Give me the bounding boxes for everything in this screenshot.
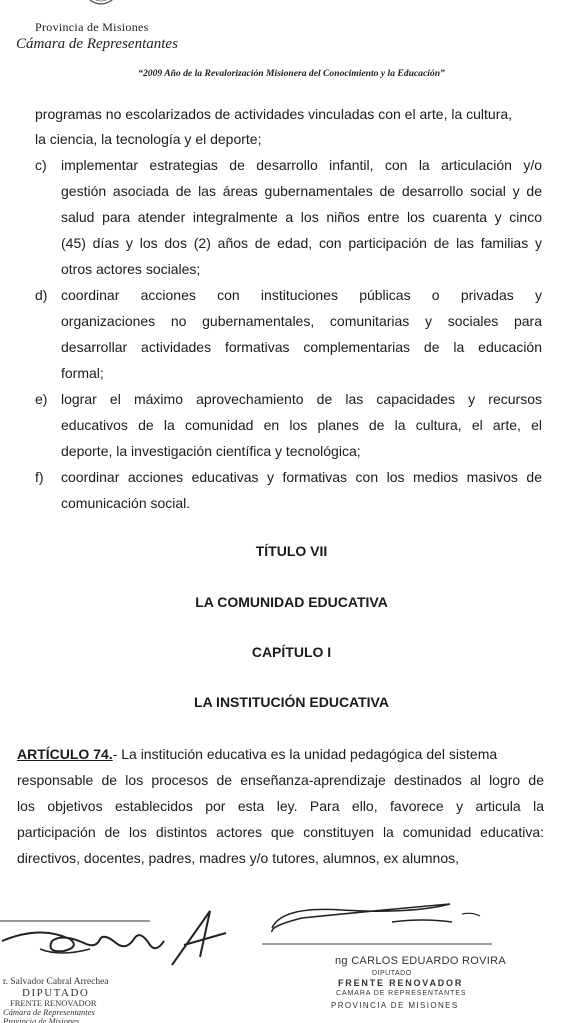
signature-left-province: Provincia de Misiones	[3, 1016, 80, 1023]
item-f-line: comunicación social.	[61, 495, 191, 511]
article-first-line	[17, 746, 546, 762]
item-c-line: gestión asociada de las áreas gubernamentales de desarrollo social y de	[61, 183, 542, 199]
intro-line: la ciencia, la tecnología y el deporte;	[35, 131, 262, 147]
signature-left-name: r. Salvador Cabral Arrechea	[3, 977, 109, 987]
signature-left-party: FRENTE RENOVADOR	[10, 998, 97, 1008]
signature-right-province: PROVINCIA DE MISIONES	[331, 1001, 459, 1010]
article-title: ARTÍCULO 74.	[17, 746, 113, 762]
item-label-f: f)	[35, 469, 44, 485]
signature-right-chamber: CAMARA DE REPRESENTANTES	[336, 990, 467, 997]
item-e-line: educativos de la comunidad en los planes de la cultura, el arte, el	[61, 417, 542, 433]
heading-capitulo: CAPÍTULO I	[251, 644, 332, 660]
intro-line: programas no escolarizados de actividades vinculadas con el arte, la cultura,	[35, 106, 513, 122]
item-d-line: desarrollar actividades formativas complementarias de la educación	[61, 339, 542, 355]
item-label-c: c)	[35, 157, 47, 173]
seal-icon	[76, 0, 126, 10]
chamber-name: Cámara de Representantes	[16, 36, 178, 52]
item-label-d: d)	[35, 287, 48, 303]
item-c-line: otros actores sociales;	[61, 261, 201, 277]
province-name: Provincia de Misiones	[35, 20, 149, 34]
item-e-line: deporte, la investigación científica y tecnológica;	[61, 443, 361, 459]
article-line: directivos, docentes, padres, madres y/o tutores, alumnos, ex alumnos,	[17, 850, 459, 866]
motto: “2009 Año de la Revalorización Misionera del Conocimiento y la Educación”	[138, 68, 445, 79]
article-line: participación de los distintos actores que constituyen la comunidad educativa:	[17, 824, 544, 840]
item-c-line: (45) días y los dos (2) años de edad, con participación de las familias y	[61, 235, 542, 251]
signature-right-name: ng CARLOS EDUARDO ROVIRA	[335, 955, 507, 967]
article-lead: - La institución educativa es la unidad pedagógica del sistema	[112, 746, 498, 762]
item-d-line: formal;	[61, 365, 104, 381]
signature-right	[262, 898, 502, 953]
heading-institucion: LA INSTITUCIÓN EDUCATIVA	[194, 694, 389, 710]
heading-titulo: TÍTULO VII	[255, 543, 328, 559]
item-c-line: implementar estrategias de desarrollo infantil, con la articulación y/o	[61, 157, 542, 173]
item-d-line: organizaciones no gubernamentales, comunitarias y sociales para	[61, 313, 542, 329]
signature-left	[0, 905, 235, 985]
article-line: responsable de los procesos de enseñanza-aprendizaje destinados al logro de	[17, 772, 544, 788]
signature-right-party: FRENTE RENOVADOR	[338, 978, 464, 988]
item-e-line: lograr el máximo aprovechamiento de las capacidades y recursos	[61, 391, 542, 407]
heading-comunidad: LA COMUNIDAD EDUCATIVA	[195, 594, 388, 610]
signature-left-title: DIPUTADO	[22, 987, 90, 999]
item-label-e: e)	[35, 391, 48, 407]
signature-left-chamber: Cámara de Representantes	[3, 1007, 95, 1017]
signature-right-title: DIPUTADO	[372, 970, 412, 977]
item-f-line: coordinar acciones educativas y formativas con los medios masivos de	[61, 469, 542, 485]
item-d-line: coordinar acciones con instituciones públicas o privadas y	[61, 287, 542, 303]
article-line: los objetivos establecidos por esta ley. Para ello, favorece y articula la	[17, 798, 544, 814]
item-c-line: salud para atender integralmente a los niños entre los cuarenta y cinco	[61, 209, 542, 225]
